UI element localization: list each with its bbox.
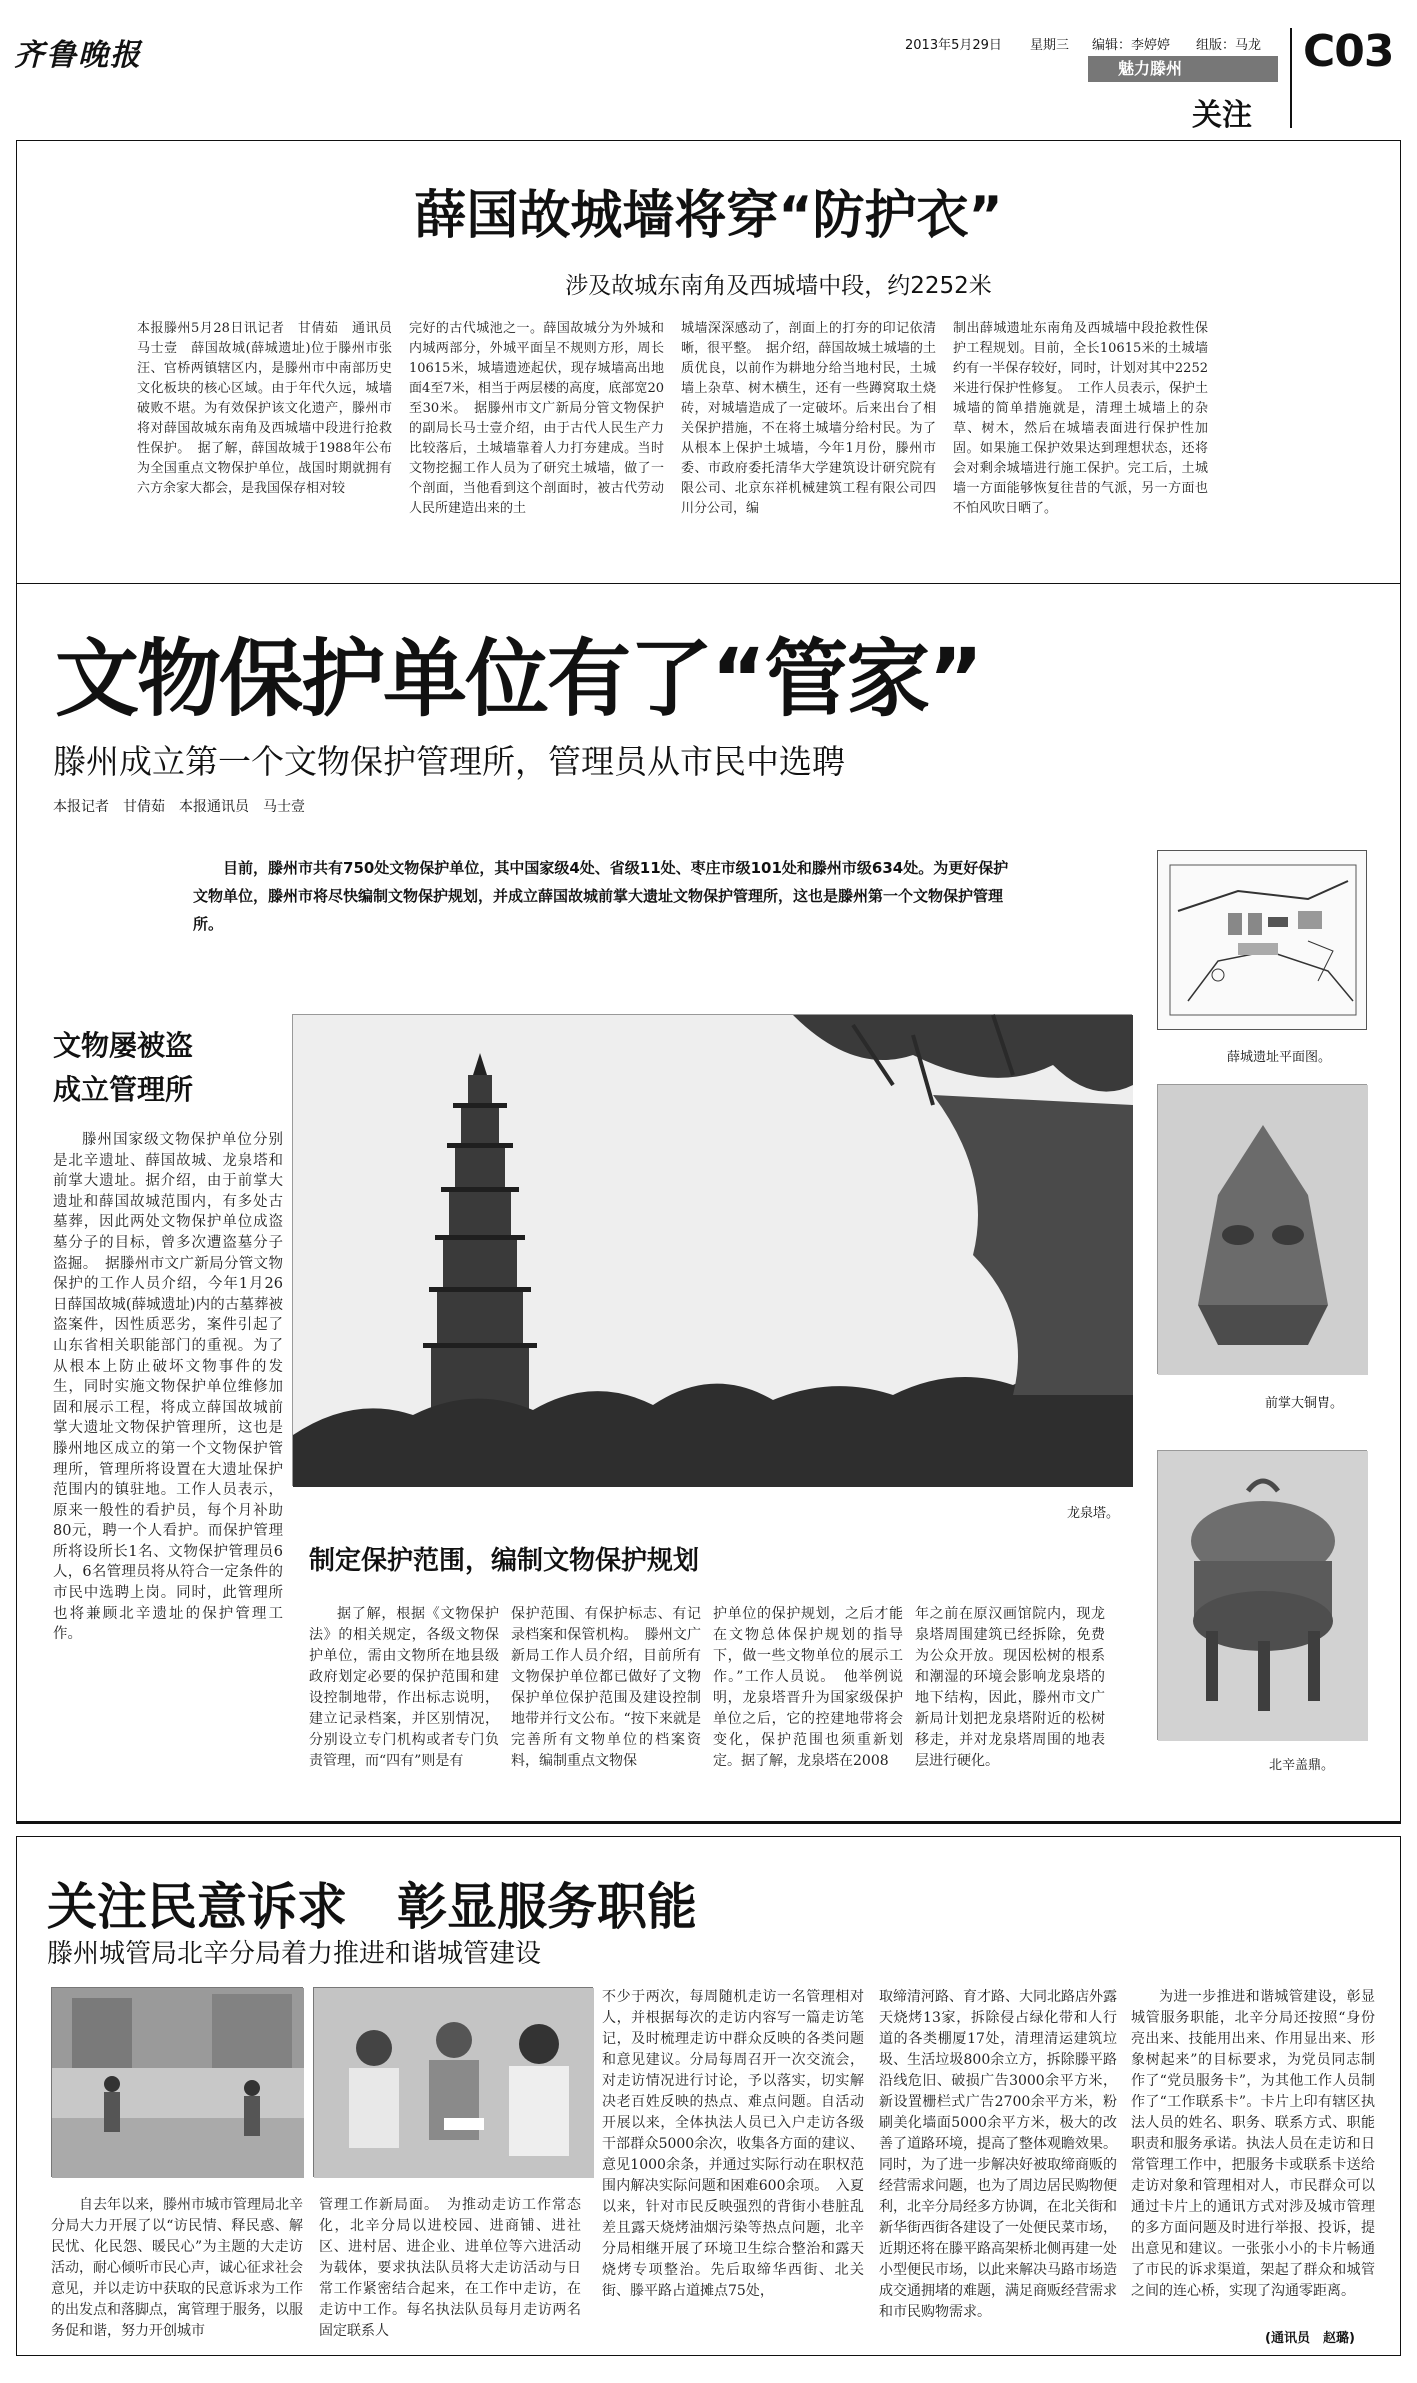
- visit-residents-illustration: [314, 1988, 594, 2178]
- pagoda-illustration: [293, 1015, 1133, 1487]
- article2-subtitle: 滕州成立第一个文物保护管理所，管理员从市民中选聘: [53, 742, 845, 781]
- subsection2-column-b: 保护范围、有保护标志、有记录档案和保管机构。 滕州文广新局工作人员介绍，目前所有文物保护单位都已做好了文物保护单位保护范围及建设控制地带并行文公布。“按下来就是完善所有文物单位的档案资料，编制重点文物保: [511, 1606, 701, 1769]
- bronze-vessel-illustration: [1158, 1451, 1368, 1741]
- article3-column-1: 自去年以来，滕州市城市管理局北辛分局大力开展了以“访民情、释民惑、解民忧、化民怨、暖民心”为主题的大走访活动，耐心倾听市民心声，诚心征求社会意见，并以走访中获取的民意诉求为工作的出发点和落脚点，寓管理于服务，以服务促和谐，努力开创城市: [51, 2197, 303, 2339]
- page-number: C03: [1303, 26, 1394, 77]
- article2-byline: 本报记者 甘倩茹 本报通讯员 马士壹: [53, 799, 305, 815]
- article2-title: 文物保护单位有了“管家”: [55, 630, 982, 728]
- subsection2-column-d: 年之前在原汉画馆院内，现龙泉塔周围建筑已经拆除，免费为公众开放。现因松树的根系和潮湿的环境会影响龙泉塔的地下结构，因此，滕州市文广新局计划把龙泉塔附近的松树移走，并对龙泉塔周围的地表层进行硬化。: [915, 1606, 1105, 1769]
- article3-column-3: 不少于两次，每周随机走访一名管理相对人，并根据每次的走访内容写一篇走访笔记，及时梳理走访中群众反映的各类问题和意见建议。分局每周召开一次交流会，对走访情况进行讨论，予以落实，切实解决老百姓反映的热点、难点问题。自活动开展以来，全体执法人员已入户走访各级干部群众5000余次，收集各方面的建议、意见1000余条，并通过实际行动在职权范围内解决实际问题和困难600余项。 入夏以来，针对市民反映强烈的背街小巷脏乱差且露天烧烤油烟污染等热点问题，北辛分局相继开展了环境卫生综合整治和露天烧烤专项整治。先后取缔华西街、北关街、滕平路占道摊点75处，: [602, 1989, 864, 2299]
- issue-weekday: 星期三: [1030, 38, 1070, 53]
- article3-column-5: 为进一步推进和谐城管建设，彰显城管服务职能，北辛分局还按照“身份亮出来、技能用出来、作用显出来、形象树起来”的目标要求，为党员同志制作了“党员服务卡”，为其他工作人员制作了“工作联系卡”。卡片上印有辖区执法人员的姓名、职务、联系方式、职能职责和服务承诺。执法人员在走访和日常管理工作中，把服务卡或联系卡送给走访对象和管理相对人，市民群众可以通过卡片上的通讯方式对涉及城市管理的多方面问题及时进行举报、投诉，提出意见和建议。一张张小小的卡片畅通了市民的诉求渠道，架起了群众和城管之间的连心桥，实现了沟通零距离。: [1131, 1989, 1375, 2299]
- section-tag-bar: [1088, 56, 1278, 82]
- pagoda-caption: 龙泉塔。: [1067, 1506, 1120, 1521]
- subsection1-text: 滕州国家级文物保护单位分别是北辛遗址、薛国故城、龙泉塔和前掌大遗址。据介绍，由于前掌大遗址和薛国故城范围内，有多处古墓葬，因此两处文物保护单位成盗墓分子的目标，曾多次遭盗墓分子盗掘。 据滕州市文广新局分管文物保护的工作人员介绍，今年1月26日薛国故城(薛城遗址)内的古墓葬被盗案件，因性质恶劣，案件引起了山东省相关职能部门的重视。为了从根本上防止破坏文物事件的发生，同时实施文物保护单位维修加固和展示工程，将成立薛国故城前掌大遗址文物保护管理所，这也是滕州地区成立的第一个文物保护管理所，管理所将设置在大遗址保护范围内的镇驻地。工作人员表示，原来一般性的看护员，每个月补助80元，聘一个人看护。而保护管理所将设所长1名、文物保护管理员6人，6名管理员将从符合一定条件的市民中选聘上岗。同时，此管理所也将兼顾北辛遗址的保护管理工作。: [53, 1132, 283, 1643]
- issue-date: 2013年5月29日: [905, 38, 1002, 53]
- article2-lead: 目前，滕州市共有750处文物保护单位，其中国家级4处、省级11处、枣庄市级101处和滕州市级634处。为更好保护文物单位，滕州市将尽快编制文物保护规划，并成立薛国故城前掌大遗址文物保护管理所，这也是滕州第一个文物保护管理所。: [193, 859, 1009, 933]
- article-city-management: [16, 1836, 1401, 2356]
- article1-column-2: 完好的古代城池之一。薛国故城分为外城和内城两部分，外城平面呈不规则方形，周长10615米，城墙遗迹起伏，现存城墙高出地面4至7米，相当于两层楼的高度，底部宽20至30米。 据滕州市文广新局分管文物保护的副局长马士壹介绍，由于古代人民生产力比较落后，土城墙靠着人力打夯建成。当时文物挖掘工作人员为了研究土城墙，做了一个剖面，当他看到这个剖面时，被古代劳动人民所建造出来的土: [409, 321, 664, 516]
- street-cleanup-illustration: [52, 1988, 304, 2178]
- article1-column-1: 本报滕州5月28日讯记者 甘倩茹 通讯员 马士壹 薛国故城(薛城遗址)位于滕州市张汪、官桥两镇辖区内，是滕州市中南部历史文化板块的核心区域。由于年代久远，城墙破败不堪。为有效保护该文化遗产，滕州市将对薛国故城东南角及西城墙中段进行抢救性保护。 据了解，薛国故城于1988年公布为全国重点文物保护单位，战国时期就拥有六方余家大都会，是我国保存相对较: [137, 321, 406, 496]
- section-tag: 魅力滕州: [1118, 59, 1183, 78]
- masthead-divider: [1290, 28, 1292, 128]
- subhead-stolen-relics: 文物屡被盗 成立管理所: [53, 1029, 194, 1106]
- pagoda-photo: [292, 1014, 1132, 1486]
- bronze-helmet-caption: 前掌大铜胄。: [1265, 1396, 1344, 1411]
- article1-subtitle: 涉及故城东南角及西城墙中段，约2252米: [565, 273, 992, 299]
- section-name: 关注: [1192, 98, 1252, 133]
- article-city-wall: [16, 140, 1401, 584]
- bronze-helmet-illustration: [1158, 1085, 1368, 1375]
- article1-column-3: 城墙深深感动了，剖面上的打夯的印记依清晰，很平整。 据介绍，薛国故城土城墙的土质优良，以前作为耕地分给当地村民，土城墙上杂草、树木横生，还有一些蹲窝取土烧砖，对城墙造成了一定破坏。后来出台了相关保护措施，不在将土城墙分给村民。为了从根本上保护土城墙，今年1月份，滕州市委、市政府委托清华大学建筑设计研究院有限公司、北京东祥机械建筑工程有限公司四川分公司，编: [681, 321, 936, 516]
- bronze-vessel-caption: 北辛盖鼎。: [1269, 1758, 1335, 1773]
- site-map-figure: [1157, 850, 1367, 1030]
- visit-residents-photo: [313, 1987, 593, 2177]
- site-map-illustration: [1158, 851, 1368, 1031]
- newspaper-logo: 齐鲁晚报: [14, 38, 142, 73]
- subsection2-column-a: 据了解，根据《文物保护法》的相关规定，各级文物保护单位，需由文物所在地县级政府划定必要的保护范围和建设控制地带，作出标志说明，建立记录档案，并区别情况，分别设立专门机构或者专门负责管理，而“四有”则是有: [309, 1606, 499, 1769]
- article3-title: 关注民意诉求 彰显服务职能: [47, 1878, 697, 1936]
- masthead: [0, 0, 1417, 140]
- editor-credit: 编辑：李婷婷: [1092, 38, 1171, 53]
- street-cleanup-photo: [51, 1987, 303, 2177]
- subhead-protection-plan: 制定保护范围，编制文物保护规划: [309, 1546, 700, 1576]
- bronze-vessel-photo: [1157, 1450, 1367, 1740]
- article1-title: 薛国故城墙将穿“防护衣”: [414, 186, 1003, 246]
- article3-column-2: 管理工作新局面。 为推动走访工作常态化，北辛分局以进校园、进商铺、进社区、进村居、进企业、进单位等六进活动为载体，要求执法队员将大走访活动与日常工作紧密结合起来，在工作中走访，在走访中工作。每名执法队员每月走访两名固定联系人: [319, 2197, 581, 2339]
- bronze-helmet-photo: [1157, 1084, 1367, 1374]
- article3-column-4: 取缔清河路、育才路、大同北路店外露天烧烤13家，拆除侵占绿化带和人行道的各类棚厦17处，清理清运建筑垃圾、生活垃圾800余立方，拆除滕平路沿线危旧、破损广告3000余平方米，新设置栅栏式广告2700余平方米，粉刷美化墙面5000余平方米，极大的改善了道路环境，提高了整体观瞻效果。同时，为了进一步解决好被取缔商贩的经营需求问题，也为了周边居民购物便利，北辛分局经多方协调，在北关街和新华街西街各建设了一处便民菜市场，近期还将在滕平路高架桥北侧再建一处小型便民市场，以此来解决马路市场造成交通拥堵的难题，满足商贩经营需求和市民购物需求。: [879, 1989, 1117, 2320]
- article3-credit: (通讯员 赵璐): [1265, 2331, 1355, 2346]
- subsection2-column-c: 护单位的保护规划，之后才能在文物总体保护规划的指导下，做一些文物单位的展示工作。”工作人员说。 他举例说明，龙泉塔晋升为国家级保护单位之后，它的控建地带将会变化，保护范围也须重新划定。据了解，龙泉塔在2008: [713, 1606, 903, 1769]
- article-relics-manager: [16, 584, 1401, 1824]
- site-map-caption: 薛城遗址平面图。: [1227, 1050, 1332, 1065]
- layout-credit: 组版：马龙: [1196, 38, 1262, 53]
- article3-subtitle: 滕州城管局北辛分局着力推进和谐城管建设: [47, 1939, 542, 1969]
- article1-column-4: 制出薛城遗址东南角及西城墙中段抢救性保护工程规划。目前，全长10615米的土城墙约有一半保存较好，同时，计划对其中2252米进行保护性修复。 工作人员表示，保护土城墙的简单措施就是，清理土城墙上的杂草、树木，然后在城墙表面进行保护性加固。如果施工保护效果达到理想状态，还将会对剩余城墙进行施工保护。完工后，土城墙一方面能够恢复往昔的气派，另一方面也不怕风吹日晒了。: [953, 321, 1208, 516]
